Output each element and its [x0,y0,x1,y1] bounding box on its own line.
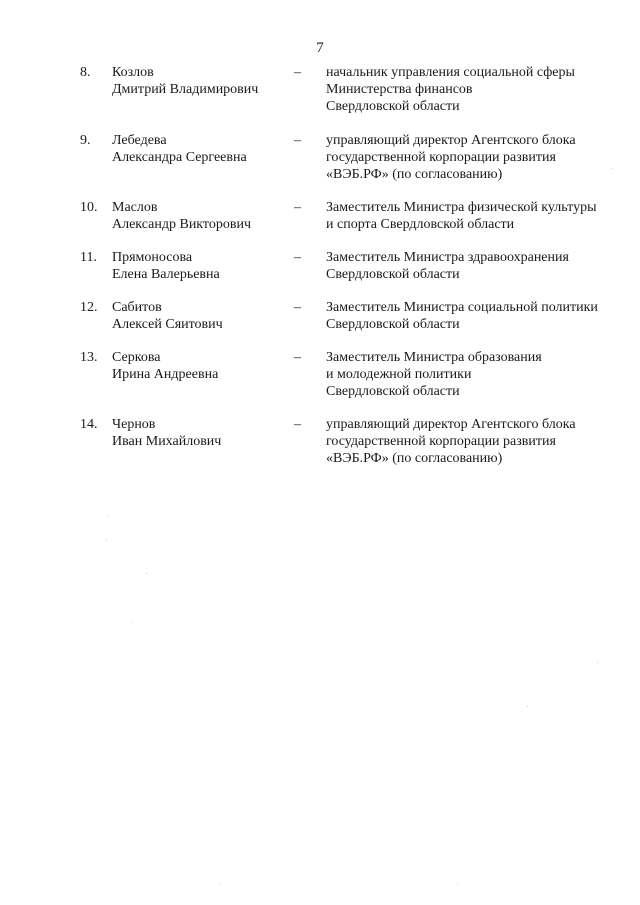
item-number: 9. [80,133,91,148]
position-line: Заместитель Министра образования [326,350,542,365]
scan-speck [131,622,132,623]
given-names: Дмитрий Владимирович [112,82,259,97]
position-line: «ВЭБ.РФ» (по согласованию) [326,167,503,182]
position-text [326,132,576,183]
position-line: управляющий директор Агентского блока [326,133,576,148]
given-names: Алексей Сяитович [112,317,223,332]
position-line: Министерства финансов [326,82,473,97]
position-line: государственной корпорации развития [326,434,556,449]
scan-speck [146,573,147,574]
person-name [112,199,251,233]
given-names: Елена Валерьевна [112,267,220,282]
person-name [112,249,220,283]
position-line: Свердловской области [326,99,460,114]
surname: Чернов [112,417,156,432]
scan-speck [108,515,109,516]
dash: – [294,417,301,432]
scan-speck [612,168,613,169]
surname: Прямоносова [112,250,193,265]
dash: – [294,133,301,148]
person-name [112,416,221,450]
position-line: Свердловской области [326,384,460,399]
position-text [326,249,569,283]
position-line: и спорта Свердловской области [326,217,515,232]
surname: Сабитов [112,300,162,315]
person-name [112,299,223,333]
scan-speck [457,884,458,885]
position-line: Заместитель Министра социальной политики [326,300,598,315]
dash: – [294,350,301,365]
surname: Лебедева [112,133,167,148]
item-number: 8. [80,65,91,80]
position-line: Заместитель Министра здравоохранения [326,250,569,265]
item-number: 13. [80,350,98,365]
position-text [326,299,598,333]
position-line: Свердловской области [326,267,460,282]
item-number: 11. [80,250,97,265]
person-name [112,132,247,166]
item-number: 12. [80,300,98,315]
given-names: Ирина Андреевна [112,367,219,382]
position-line: Заместитель Министра физической культуры [326,200,597,215]
position-text [326,199,596,233]
dash: – [294,250,301,265]
position-line: «ВЭБ.РФ» (по согласованию) [326,451,503,466]
position-line: Свердловской области [326,317,460,332]
position-line: управляющий директор Агентского блока [326,417,576,432]
scan-speck [219,884,220,885]
position-line: и молодежной политики [326,367,472,382]
scan-speck [597,662,598,663]
position-line: государственной корпорации развития [326,150,556,165]
position-line: начальник управления социальной сферы [326,65,575,80]
given-names: Александр Викторович [112,217,252,232]
surname: Маслов [112,200,158,215]
position-text [326,416,576,467]
scan-speck [106,540,107,541]
person-name [112,349,218,383]
surname: Козлов [112,65,154,80]
page-number: 7 [316,40,324,56]
item-number: 10. [80,200,98,215]
dash: – [294,200,301,215]
person-name [112,64,258,98]
item-number: 14. [80,417,98,432]
position-text [326,64,575,115]
given-names: Иван Михайлович [112,434,222,449]
dash: – [294,65,301,80]
given-names: Александра Сергеевна [112,150,247,165]
dash: – [294,300,301,315]
surname: Серкова [112,350,161,365]
scan-speck [527,706,528,707]
position-text [326,349,542,400]
